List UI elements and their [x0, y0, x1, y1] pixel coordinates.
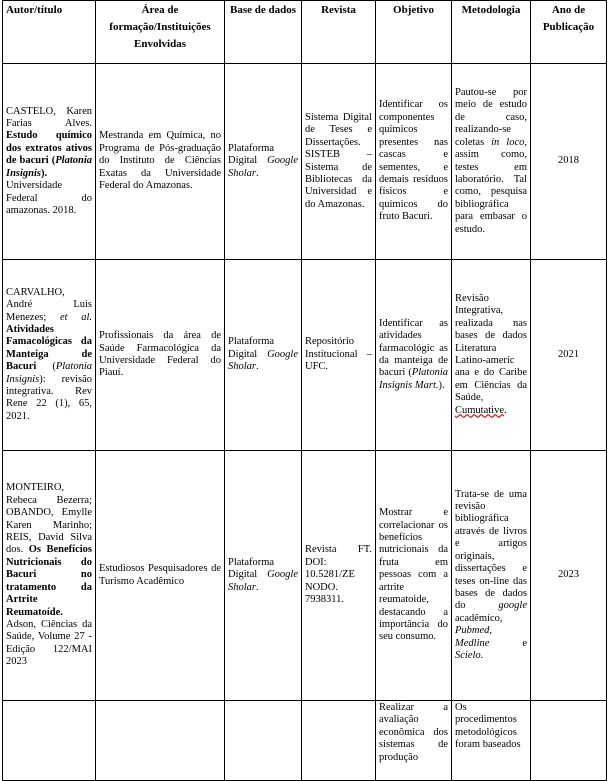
cell-ano: 2018	[531, 64, 607, 260]
cell-revista	[302, 701, 376, 781]
cell-ano	[531, 701, 607, 781]
cell-objetivo: Realizar a avaliação econômica dos sistemas de produção	[376, 701, 452, 781]
table-row	[3, 260, 607, 451]
cell-objetivo: Identificar as atividades farmacológic as da manteiga de bacuri (Platonia Insignis Mart.).	[376, 260, 452, 451]
header-objetivo: Objetivo	[376, 1, 452, 64]
cell-autor	[3, 701, 96, 781]
cell-objetivo: Mostrar e correlacionar os benefícios nutricionais da fruta em pessoas com a artrite reumatoide, destacando a importância do seu consumo.	[376, 451, 452, 701]
literature-review-table	[2, 0, 607, 781]
header-metodologia: Metodologia	[452, 1, 531, 64]
cell-base	[225, 701, 302, 781]
table-row	[3, 64, 607, 260]
cell-area: Mestranda em Química, no Programa de Pós-graduação do Instituto de Ciências Exatas da Universidade Federal do Amazonas.	[96, 64, 225, 260]
cell-area: Estudiosos Pesquisadores de Turismo Acadêmico	[96, 451, 225, 701]
cell-base: Plataforma Digital Google Sholar.	[225, 64, 302, 260]
cell-autor: CARVALHO, André Luis Menezes; et al. Atividades Famacológicas da Manteiga de Bacuri (Platonia Insignis): revisão integrativa. Rev Rene 22 (1), 65, 2021.	[3, 260, 96, 451]
cell-autor: CASTELO, Karen Farias Alves. Estudo químico dos extratos ativos de bacuri (Platonia Insignis). Universidade Federal do amazonas. 2018.	[3, 64, 96, 260]
header-base: Base de dados	[225, 1, 302, 64]
cell-metodologia: Pautou-se por meio de estudo de caso, realizando-se coletas in loco, assim como, testes em laboratório. Tal como, pesquisa bibliográfica para embasar o estudo.	[452, 64, 531, 260]
cell-area	[96, 701, 225, 781]
cell-area: Profissionais da área de Saúde Farmacológica da Universidade Federal do Piauí.	[96, 260, 225, 451]
cell-ano: 2023	[531, 451, 607, 701]
cell-revista: Repositório Institucional – UFC.	[302, 260, 376, 451]
cell-metodologia: Trata-se de uma revisão bibliográfica através de livros e artigos originais, dissertações e teses on-line das bases de dados do google acadêmico, Pubmed, Medline e Scielo.	[452, 451, 531, 701]
header-ano: Ano de Publicação	[531, 1, 607, 64]
cell-base: Plataforma Digital Google Sholar.	[225, 260, 302, 451]
header-area: Área de formação/Instituições Envolvidas	[96, 1, 225, 64]
table-row	[3, 451, 607, 701]
header-row	[3, 1, 607, 64]
header-autor: Autor/título	[3, 1, 96, 64]
cell-revista: Sistema Digital de Teses e Dissertações. SISTEB – Sistema de Bibliotecas da Universidad e do Amazonas.	[302, 64, 376, 260]
cell-autor: MONTEIRO, Rebeca Bezerra; OBANDO, Emylle Karen Marinho; REIS, David Silva dos. Os Benefícios Nutricionais do Bacuri no tratamento da Artrite Reumatoíde. Adson, Ciências da Saúde, Volume 27 - Edição 122/MAI 2023	[3, 451, 96, 701]
header-revista: Revista	[302, 1, 376, 64]
cell-metodologia: Os procedimentos metodológicos foram baseados	[452, 701, 531, 781]
cell-objetivo: Identificar os componentes químicos presentes nas cascas e sementes, e demais resíduos físicos e químicos do fruto Bacuri.	[376, 64, 452, 260]
cell-base: Plataforma Digital Google Sholar.	[225, 451, 302, 701]
cell-revista: Revista FT. DOI: 10.5281/ZE NODO. 7938311.	[302, 451, 376, 701]
cell-ano: 2021	[531, 260, 607, 451]
table-row	[3, 701, 607, 781]
cell-metodologia: Revisão Integrativa, realizada nas bases de dados Literatura Latino-americ ana e do Caribe em Ciências da Saúde, Cumutative.	[452, 260, 531, 451]
